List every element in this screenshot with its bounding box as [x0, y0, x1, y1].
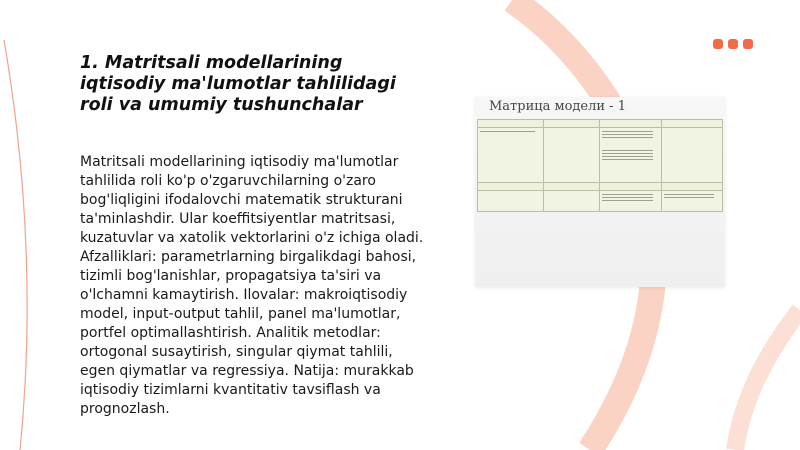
- slide-body-text: Matritsali modellarining iqtisodiy ma'lumotlar tahlilida roli ko'p o'zgaruvchilarning o'zaro bog'liqligini ifodalovchi matematik strukturani ta'minlashdir. Ular koeffitsiyentlar matritsasi, kuzatuvlar va xatolik vektorlarini o'z ichiga oladi. Afzalliklari: parametrlarning birgalikdagi bahosi, tizimli bog'lanishlar, propagatsiya ta'siri va o'lchamni kamaytirish. Ilovalar: makroiqtisodiy model, input-output tahlil, panel ma'lumotlar, portfel optimallashtirish. Analitik metodlar: ortogonal susaytirish, singular qiymat tahlili, egen qiymatlar va regressiya. Natija: murakkab iqtisodiy tizimlarni kvantitativ tavsiflash va prognozlash.: [80, 154, 424, 417]
- table-cell: [544, 191, 600, 212]
- matrix-image: [475, 97, 725, 287]
- table-cell: [544, 120, 600, 128]
- table-row: [478, 120, 723, 128]
- matrix-table: [477, 119, 723, 212]
- table-cell: [600, 191, 661, 212]
- right-arc: [735, 310, 800, 450]
- dot: [743, 39, 753, 49]
- table-cell: [478, 128, 544, 183]
- table-cell: [478, 191, 544, 212]
- table-cell: [544, 128, 600, 183]
- table-row: [478, 191, 723, 212]
- table-row: [478, 183, 723, 191]
- matrix-image-title: Матрица модели - 1: [489, 99, 626, 114]
- dots-decoration: [713, 39, 753, 49]
- table-cell: [600, 128, 661, 183]
- dot: [728, 39, 738, 49]
- table-cell: [544, 183, 600, 191]
- table-cell: [661, 128, 722, 183]
- slide-title: 1. Matritsali modellarining iqtisodiy ma'lumotlar tahlilidagi roli va umumiy tushunchalar: [80, 53, 396, 115]
- table-cell: [478, 183, 544, 191]
- table-cell: [600, 120, 661, 128]
- table-cell: [600, 183, 661, 191]
- table-cell: [661, 191, 722, 212]
- table-cell: [661, 120, 722, 128]
- table-row: [478, 128, 723, 183]
- dot: [713, 39, 723, 49]
- table-cell: [478, 120, 544, 128]
- left-arc-line: [4, 40, 27, 450]
- table-cell: [661, 183, 722, 191]
